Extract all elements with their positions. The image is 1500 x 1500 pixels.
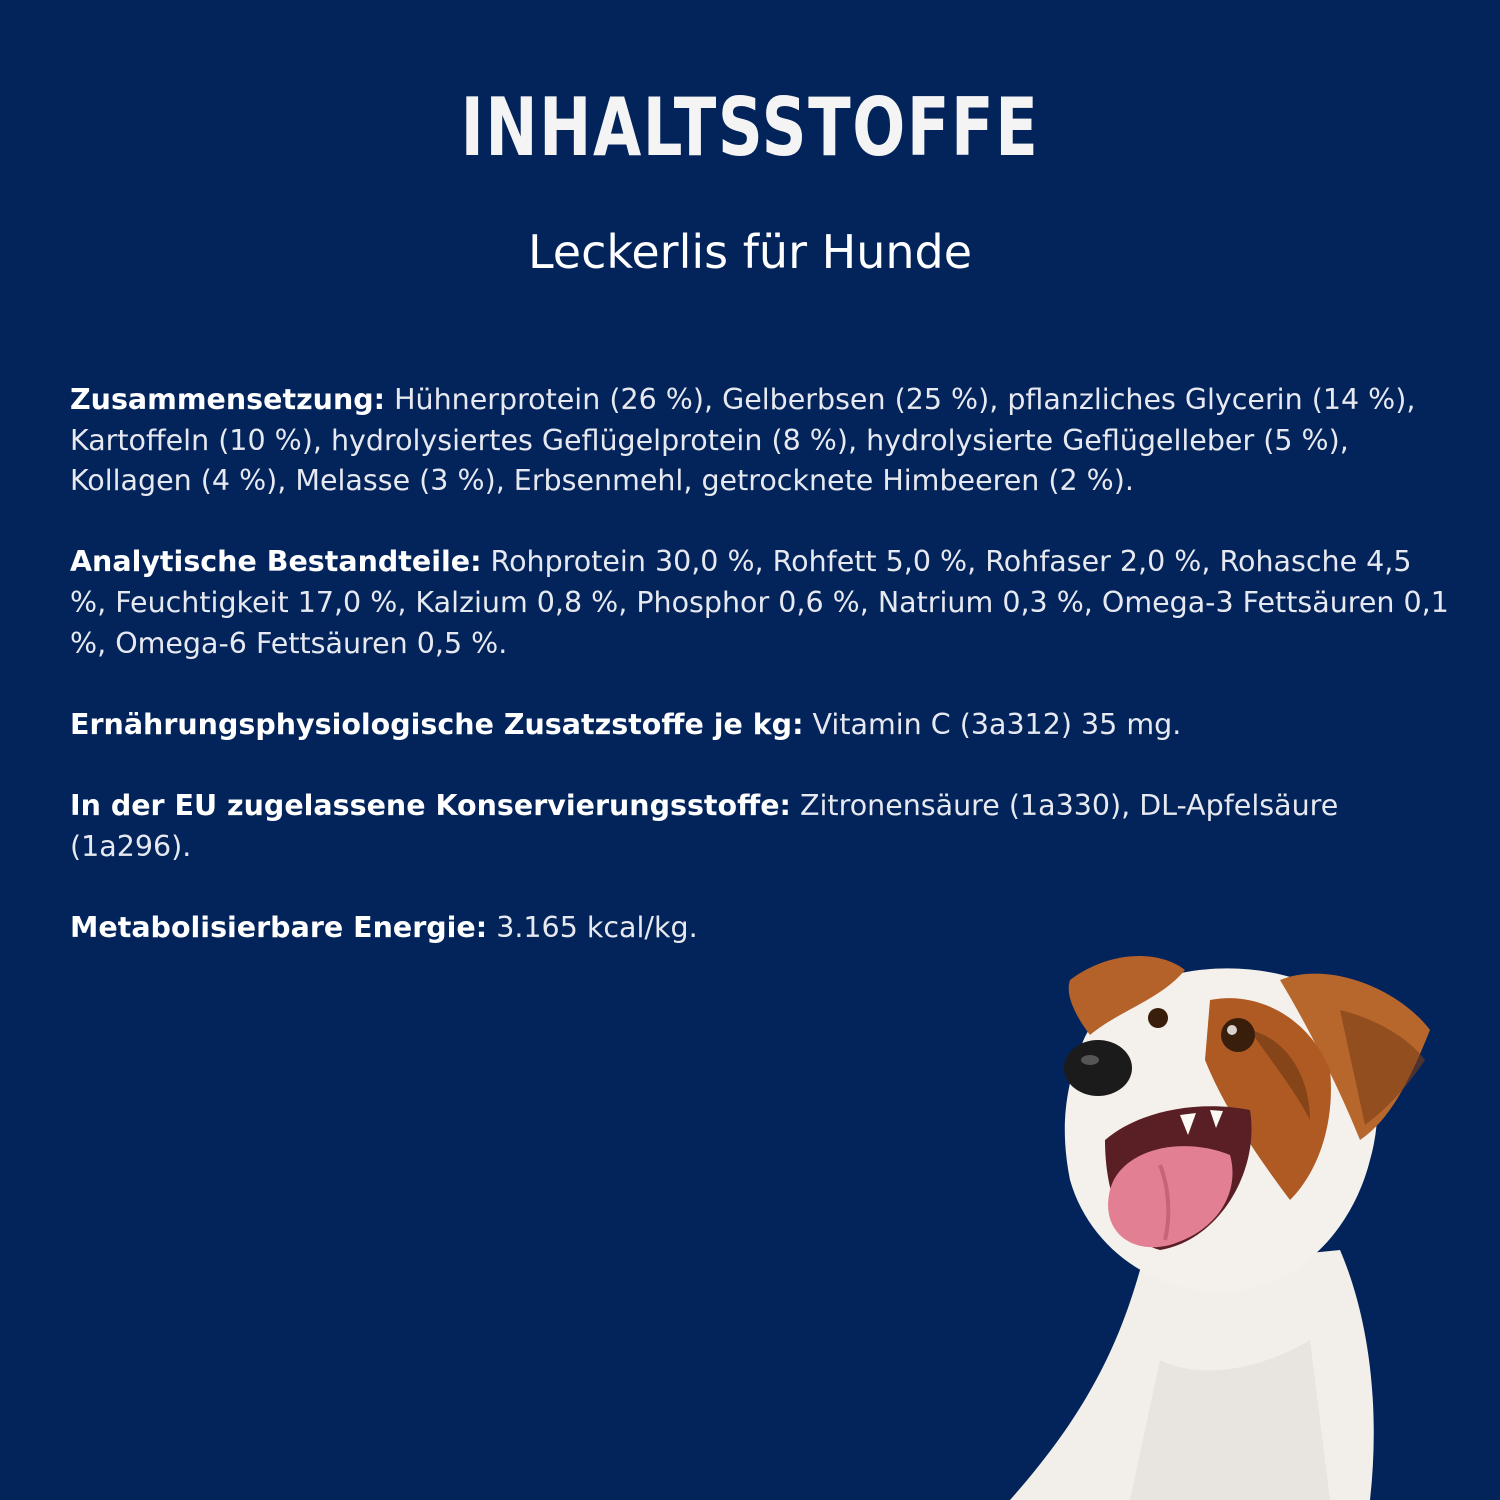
section-nutritional-additives [70,705,1450,746]
section-text: Vitamin C (3a312) 35 mg. [803,707,1182,741]
section-label: Metabolisierbare Energie: [70,910,488,944]
page-subtitle: Leckerlis für Hunde [527,225,973,279]
section-composition [70,380,1450,502]
page-title: INHALTSSTOFFE [460,81,1040,174]
section-analytical-constituents [70,542,1450,664]
ingredients-content [70,380,1450,989]
section-label: In der EU zugelassene Konservierungsstoffe: [70,788,791,822]
section-label: Zusammensetzung: [70,383,386,416]
dog-photo-icon [1010,940,1450,1500]
section-text: Hühnerprotein (26 %), Gelberbsen (25 %), pflanzliches Glycerin (14 %), Kartoffeln (10 %), hydrolysiertes Geflügelprotein (8 %), hydrolysierte Geflügelleber (5 %), Kollagen (4 %), Melasse (3 %), Erbsenmehl, getrocknete Himbeeren (2 %). [70,383,1416,498]
section-text: Zitronensäure (1a330), DL-Apfelsäure (1a296). [70,788,1339,863]
section-preservatives [70,786,1450,867]
section-label: Ernährungsphysiologische Zusatzstoffe je kg: [70,707,804,741]
section-text: Rohprotein 30,0 %, Rohfett 5,0 %, Rohfaser 2,0 %, Rohasche 4,5 %, Feuchtigkeit 17,0 %, Kalzium 0,8 %, Phosphor 0,6 %, Natrium 0,3 %, Omega-3 Fettsäuren 0,1 %, Omega-6 Fettsäuren 0,5 %. [70,545,1449,660]
section-text: 3.165 kcal/kg. [487,910,698,944]
section-label: Analytische Bestandteile: [70,545,482,579]
